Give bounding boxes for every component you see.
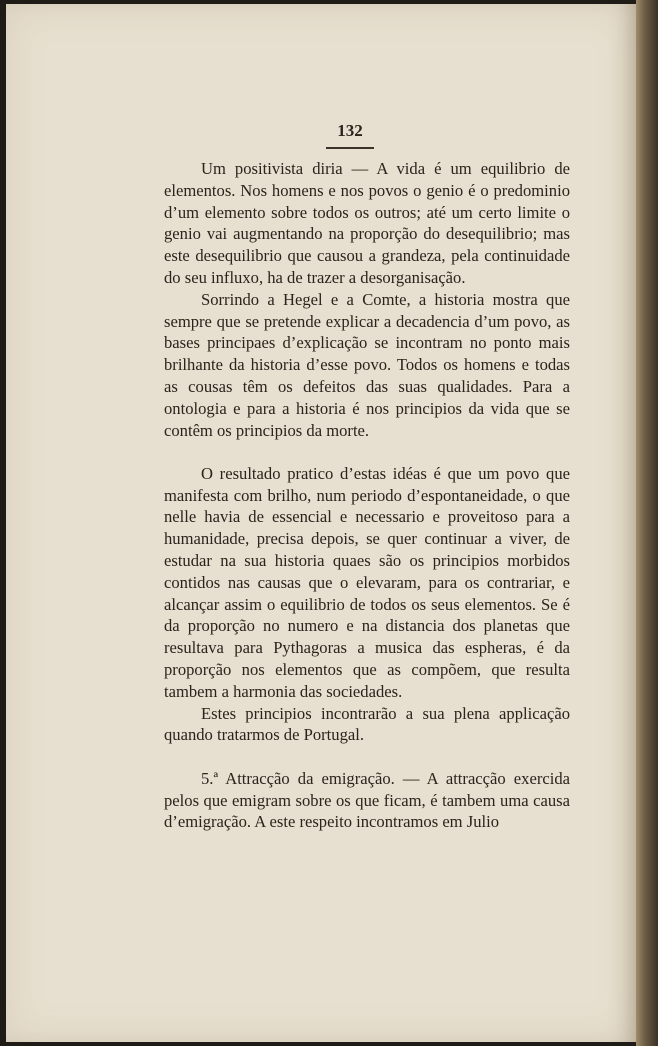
paragraph: O resultado pratico d’estas idéas é que um povo que manifesta com brilho, num periodo d’espontaneidade, o que nelle havia de essencial e necessario e proveitoso para a humanidade, precisa depois, se quer continuar a viver, de estudar na sua historia quaes são os principios morbidos contidos nas causas que o elevaram, para os contrariar, e alcançar assim o equilibrio de todos os seus elementos. Se é da proporção no numero e na distancia dos planetas que resultava para Pythagoras a musica das espheras, é da proporção nos elementos que as compõem, que resulta tambem a harmonia das sociedades.	[164, 463, 570, 701]
paragraph: 5.ª Attracção da emigração. — A attracção exercida pelos que emigram sobre os que ficam, é tambem uma causa d’emigração. A este respeito incontramos em Julio	[164, 768, 570, 832]
paragraph: Estes principios incontrarão a sua plena applicação quando tratarmos de Portugal.	[164, 703, 570, 745]
book-page	[6, 4, 636, 1042]
page-number-rule	[326, 147, 374, 149]
paragraph: Sorrindo a Hegel e a Comte, a historia mostra que sempre que se pretende explicar a decadencia d’um povo, as bases principaes d’explicação se incontram no ponto mais brilhante da historia d’esse povo. Todos os homens e todas as cousas têm os defeitos das suas qualidades. Para a ontologia e para a historia é nos principios da vida que se contêm os principios da morte.	[164, 289, 570, 440]
book-binding-edge	[636, 0, 658, 1046]
page-number: 132	[337, 121, 363, 140]
paragraph-gap	[164, 746, 570, 768]
body-text	[164, 158, 570, 833]
paragraph-gap	[164, 441, 570, 463]
paragraph: Um positivista diria — A vida é um equilibrio de elementos. Nos homens e nos povos o genio é o predominio d’um elemento sobre todos os outros; até um certo limite o genio vai augmentando na proporção do desequilibrio; mas este desequilibrio que causou a grandeza, pela continuidade do seu influxo, ha de trazer a desorganisação.	[164, 159, 570, 287]
